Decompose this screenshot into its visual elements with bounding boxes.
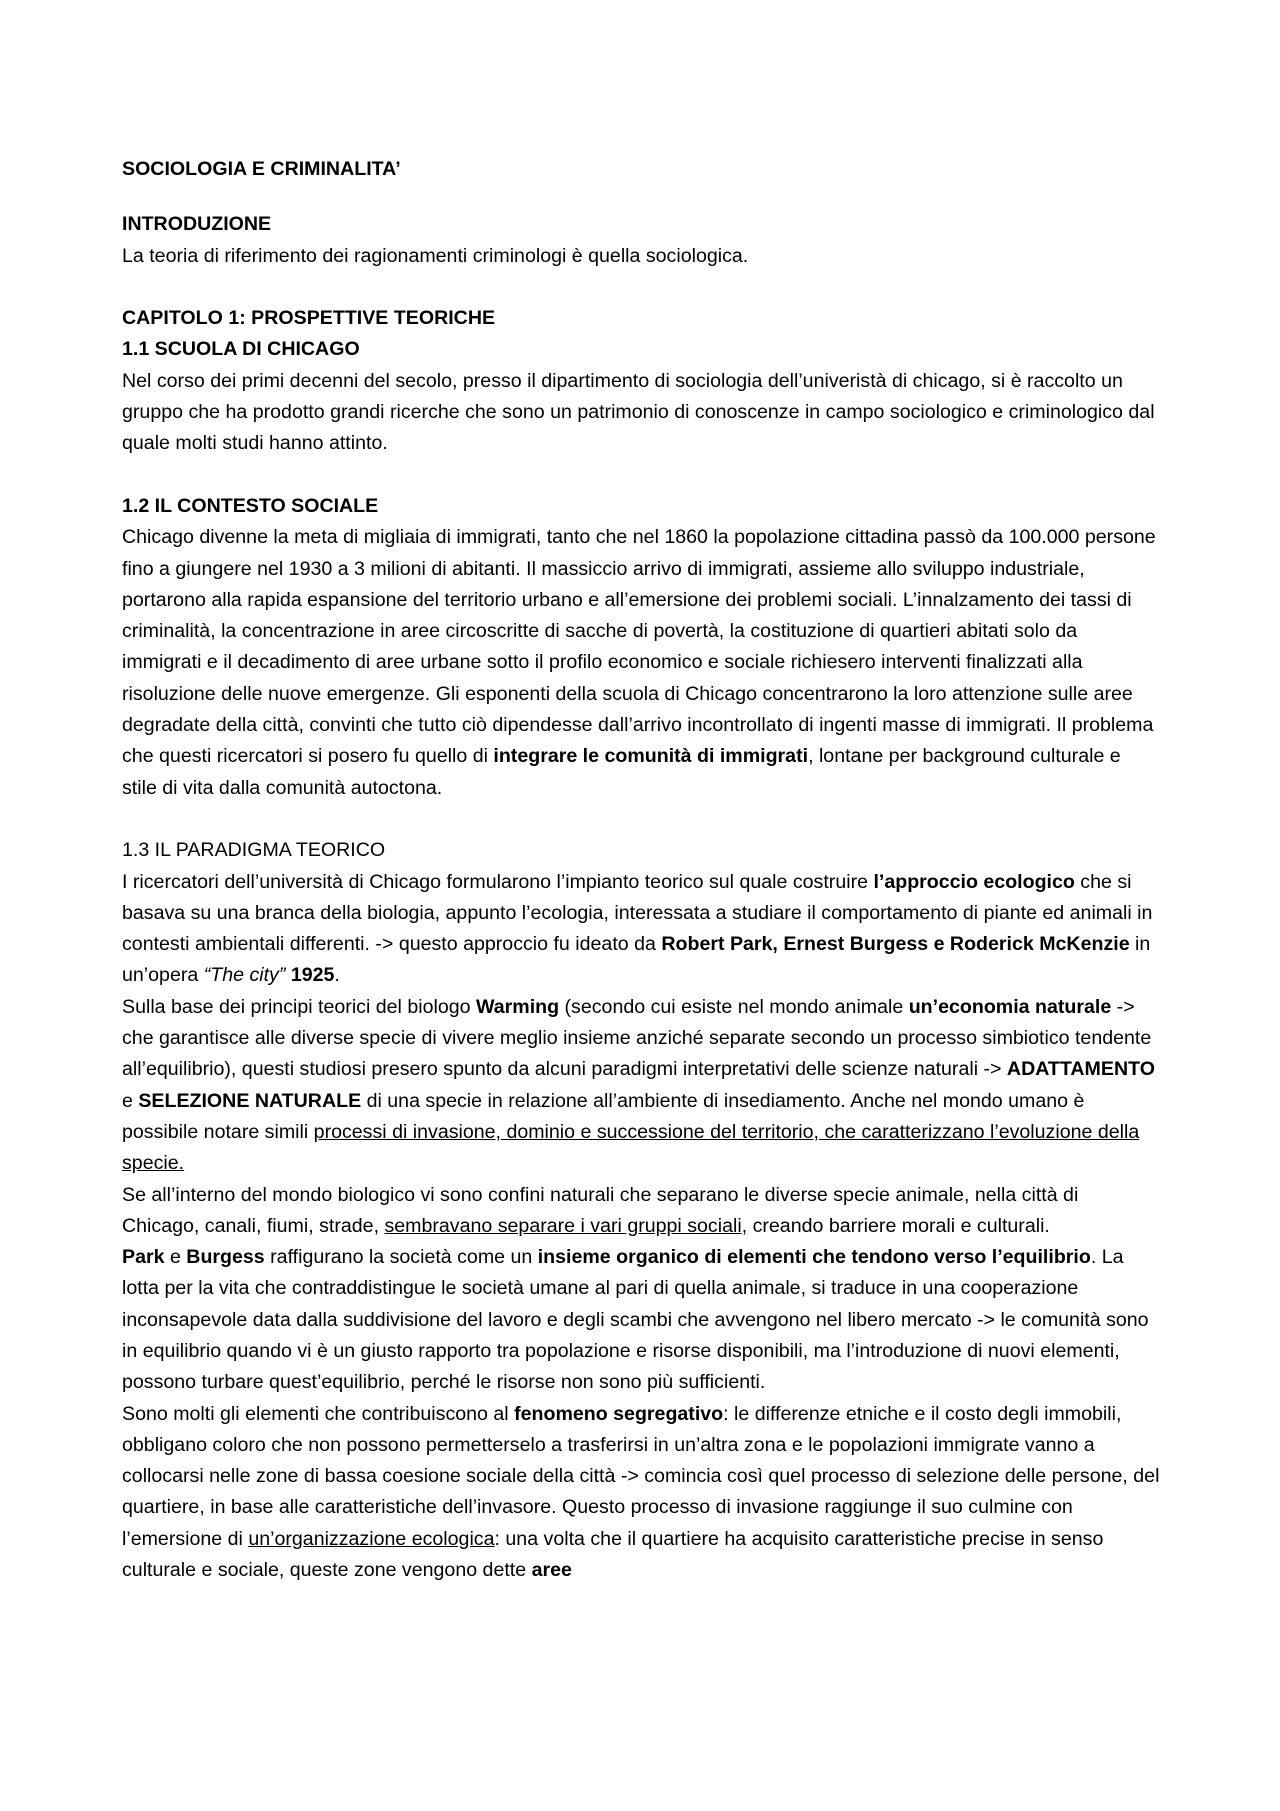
text-run-underlined: un’organizzazione ecologica [248, 1527, 495, 1550]
text-run-italic: “The city” [203, 964, 286, 987]
intro-heading: INTRODUZIONE [122, 213, 272, 236]
text-run-underlined: sembravano separare i vari gruppi sociali [384, 1214, 742, 1237]
text-run-bold: 1925 [290, 964, 335, 987]
section-1-2-paragraph [122, 522, 1160, 804]
text-run-bold: aree [531, 1559, 572, 1582]
text-run-bold: Warming [476, 995, 560, 1018]
text-run-underlined: processi di invasione, dominio e successione del territorio, che caratterizzano l’evoluzione della specie. [122, 1120, 1140, 1175]
spacer [122, 804, 1160, 835]
section-1-3-paragraph-c [122, 1180, 1160, 1243]
text-run-bold: Park [122, 1246, 165, 1269]
section-1-1-heading: 1.1 SCUOLA DI CHICAGO [122, 338, 360, 361]
text-run-bold: integrare le comunità di immigrati [493, 745, 809, 768]
text-run-bold: fenomeno segregativo [514, 1402, 724, 1425]
section-1-3-paragraph-b [122, 992, 1160, 1180]
text-run-bold: un’economia naturale [908, 995, 1112, 1018]
section-1-1-paragraph: Nel corso dei primi decenni del secolo, presso il dipartimento di sociologia dell’univeristà di chicago, si è raccolto un gruppo che ha prodotto grandi ricerche che sono un patrimonio di conoscenze in campo sociologico e criminologico dal quale molti studi hanno attinto. [122, 369, 1155, 455]
text-run: I ricercatori dell’università di Chicago formularono l’impianto teorico sul quale costruire [122, 870, 874, 893]
text-run: e [164, 1246, 187, 1269]
section-1-3-paragraph-d [122, 1242, 1160, 1398]
text-run: . La lotta per la vita che contraddistingue le società umane al pari di quella animale, si traduce in una cooperazione inconsapevole data dalla suddivisione del lavoro e degli scambi che avvengono nel libero mercato -> le comunità sono in equilibrio quando vi è un giusto rapporto tra popolazione e risorse disponibili, ma l’introduzione di nuovi elementi, possono turbare quest’equilibrio, perché le risorse non sono più sufficienti. [122, 1246, 1149, 1394]
text-run: , lontane per background culturale e stile di vita dalla comunità autoctona. [122, 745, 1121, 799]
text-run: Sulla base dei principi teorici del biologo [122, 995, 476, 1018]
text-run: -> che garantisce alle diverse specie di vivere meglio insieme anziché separate secondo un processo simbiotico tendente all’equilibrio), questi studiosi presero spunto da alcuni paradigmi interpretativi delle scienze naturali -> [122, 995, 1152, 1081]
spacer [122, 272, 1160, 303]
text-run-bold: SELEZIONE NATURALE [138, 1089, 362, 1112]
document-body [122, 154, 1160, 1586]
text-run: : le differenze etniche e il costo degli immobili, obbligano coloro che non possono permetterselo a trasferirsi in un’altra zona e le popolazioni immigrate vanno a collocarsi nelle zone di bassa coesione sociale della città -> comincia così quel processo di selezione delle persone, del quartiere, in base alle caratteristiche dell’invasore. Questo processo di invasione raggiunge il suo culmine con l’emersione di [122, 1402, 1160, 1550]
text-run: Sono molti gli elementi che contribuiscono al [122, 1402, 515, 1425]
text-run: : una volta che il quartiere ha acquisito caratteristiche precise in senso culturale e sociale, queste zone vengono dette [122, 1527, 1104, 1582]
text-run: raffigurano la società come un [264, 1246, 538, 1269]
text-run: e [122, 1089, 139, 1112]
text-run: (secondo cui esiste nel mondo animale [559, 995, 909, 1018]
text-run-bold: Robert Park, Ernest Burgess e Roderick McKenzie [661, 933, 1130, 956]
text-run-bold: ADATTAMENTO [1006, 1058, 1155, 1081]
section-1-3-heading: 1.3 IL PARADIGMA TEORICO [122, 839, 386, 862]
text-run: di una specie in relazione all’ambiente di insediamento. Anche nel mondo umano è possibile notare simili [122, 1089, 1085, 1143]
text-run-bold: insieme organico di elementi che tendono verso l’equilibrio [537, 1246, 1091, 1269]
section-1-3-paragraph-e [122, 1399, 1160, 1587]
text-run: , creando barriere morali e culturali. [741, 1214, 1050, 1237]
text-run: . [334, 964, 340, 987]
text-run: Chicago divenne la meta di migliaia di immigrati, tanto che nel 1860 la popolazione cittadina passò da 100.000 persone fino a giungere nel 1930 a 3 milioni di abitanti. Il massiccio arrivo di immigrati, assieme allo sviluppo industriale, portarono alla rapida espansione del territorio urbano e all’emersione dei problemi sociali. L’innalzamento dei tassi di criminalità, la concentrazione in aree circoscritte di sacche di povertà, la costituzione di quartieri abitati solo da immigrati e il decadimento di aree urbane sotto il profilo economico e sociale richiesero interventi finalizzati alla risoluzione delle nuove emergenze. Gli esponenti della scuola di Chicago concentrarono la loro attenzione sulle aree degradate della città, convinti che tutto ciò dipendesse dall’arrivo incontrollato di ingenti masse di immigrati. Il problema che questi ricercatori si posero fu quello di [122, 526, 1156, 768]
spacer [122, 460, 1160, 491]
intro-paragraph: La teoria di riferimento dei ragionamenti criminologi è quella sociologica. [122, 244, 749, 267]
text-run: che si basava su una branca della biologia, appunto l’ecologia, interessata a studiare il comportamento di piante ed animali in contesti ambientali differenti. -> questo approccio fu ideato da [122, 870, 1153, 956]
section-1-2-heading: 1.2 IL CONTESTO SOCIALE [122, 494, 379, 517]
chapter1-heading: CAPITOLO 1: PROSPETTIVE TEORICHE [122, 307, 496, 330]
spacer [122, 185, 1160, 209]
section-1-3-paragraph-a [122, 867, 1160, 992]
document-title: SOCIOLOGIA E CRIMINALITA’ [122, 158, 401, 180]
text-run: in un’opera [122, 933, 1151, 987]
text-run-bold: Burgess [186, 1246, 265, 1269]
text-run: Se all’interno del mondo biologico vi sono confini naturali che separano le diverse specie animale, nella città di Chicago, canali, fiumi, strade, [122, 1183, 1079, 1237]
text-run-bold: l’approccio ecologico [873, 870, 1075, 893]
